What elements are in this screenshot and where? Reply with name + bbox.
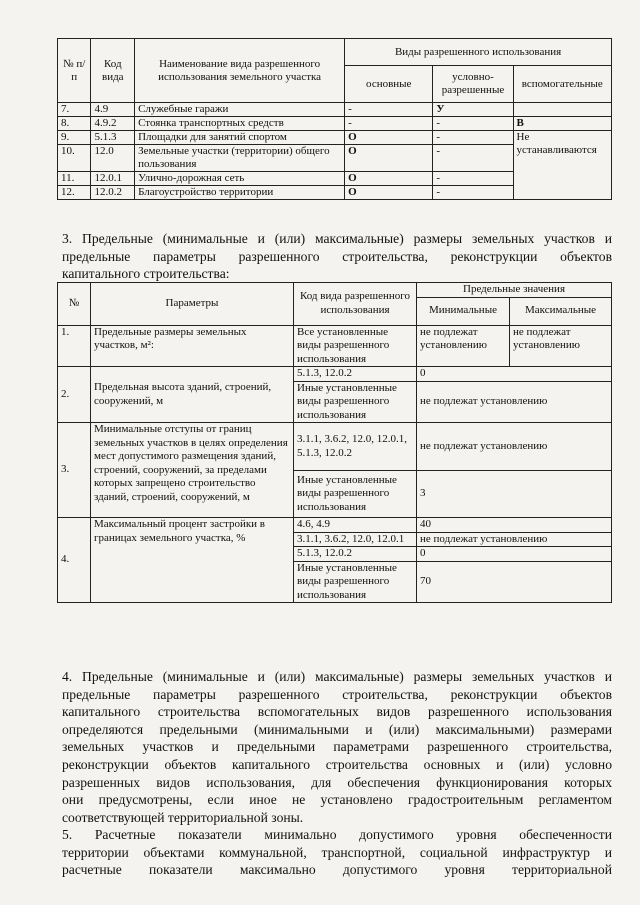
cell-value: не подлежат установлению [417,532,612,547]
permitted-use-table [57,38,612,200]
text-line: земельных участков и предельными параметрами разрешенного строительства, [62,739,612,755]
cell-value: 3 [417,471,612,518]
cell-value: не подлежат установлению [417,423,612,471]
cell-num: 2. [58,367,91,423]
cell-value: не подлежат установлению [417,381,612,423]
cell-code: 5.1.3, 12.0.2 [294,367,417,382]
cell-num: 3. [58,423,91,518]
cell-code: Иные установленные виды разрешенного использования [294,471,417,518]
section-3-heading [62,230,612,283]
cell-main: О [345,145,433,172]
cell-code: 3.1.1, 3.6.2, 12.0, 12.0.1, 5.1.3, 12.0.2 [294,423,417,471]
cell-main: - [345,117,433,131]
header-code: Код вида разрешенного использования [294,283,417,326]
cell-num: 11. [58,172,91,186]
table-row [58,117,612,131]
cell-param: Предельная высота зданий, строений, сооружений, м [91,367,294,423]
cell-aux [513,103,611,117]
header-code: Код вида [91,39,135,103]
cell-code: 12.0.1 [91,172,135,186]
cell-value: 40 [417,518,612,533]
cell-num: 8. [58,117,91,131]
table-row [58,367,612,382]
cell-num: 1. [58,325,91,367]
cell-aux-merged: Не устанавливаются [513,131,611,200]
section-4-paragraph [62,668,612,826]
cell-num: 4. [58,518,91,603]
cell-main: О [345,172,433,186]
cell-max: не подлежат установлению [510,325,612,367]
cell-cond: - [433,172,513,186]
text-line: они предусмотрены, если иное не установлено градостроительным регламентом [62,792,612,808]
cell-num: 7. [58,103,91,117]
table-row [58,325,612,367]
header-name: Наименование вида разрешенного использования земельного участка [135,39,345,103]
cell-cond: - [433,186,513,200]
text-line: капитального строительства: [62,266,230,282]
header-conditional: условно-разрешенные [433,66,513,103]
cell-code: 12.0.2 [91,186,135,200]
text-line: предельные параметры разрешенного строительства, реконструкции объектов [62,248,612,264]
cell-main: - [345,103,433,117]
cell-cond: У [433,103,513,117]
cell-num: 10. [58,145,91,172]
cell-name: Служебные гаражи [135,103,345,117]
cell-value: 0 [417,547,612,562]
cell-param: Максимальный процент застройки в границах земельного участка, % [91,518,294,603]
cell-code: 5.1.3 [91,131,135,145]
cell-cond: - [433,145,513,172]
cell-cond: - [433,117,513,131]
cell-code: 4.9.2 [91,117,135,131]
parameters-table [57,282,612,603]
cell-value: 0 [417,367,612,382]
cell-code: Иные установленные виды разрешенного использования [294,381,417,423]
header-num: № [58,283,91,326]
text-line: 3. Предельные (минимальные и (или) максимальные) размеры земельных участков и [62,231,612,246]
header-limits: Предельные значения [417,283,612,298]
cell-code: Иные установленные виды разрешенного использования [294,561,417,603]
header-params: Параметры [91,283,294,326]
cell-name: Стоянка транспортных средств [135,117,345,131]
cell-param: Предельные размеры земельных участков, м²: [91,325,294,367]
table-row [58,518,612,533]
text-line: разрешенных видов использования, для обеспечения функционирования которых [62,774,612,790]
text-line: территории объектами коммунальной, транспортной, социальной инфраструктур и [62,844,612,860]
text-line: реконструкции объектов капитального строительства основных и (или) условно [62,756,612,772]
section-5-paragraph [62,826,612,879]
cell-name: Улично-дорожная сеть [135,172,345,186]
text-line: 5. Расчетные показатели минимально допустимого уровня обеспеченности [62,827,612,842]
header-min: Минимальные [417,297,510,325]
cell-cond: - [433,131,513,145]
cell-aux: В [513,117,611,131]
text-line: капитального строительства вспомогательных видов разрешенного использования [62,704,612,720]
text-line: предельные параметры разрешенного строительства, реконструкции объектов [62,686,612,702]
cell-code: 12.0 [91,145,135,172]
header-max: Максимальные [510,297,612,325]
text-line: 4. Предельные (минимальные и (или) максимальные) размеры земельных участков и [62,669,612,684]
header-num: № п/п [58,39,91,103]
cell-num: 9. [58,131,91,145]
text-line: соответствующей территориальной зоны. [62,809,304,825]
header-types: Виды разрешенного использования [345,39,612,66]
table-row [58,103,612,117]
table-row [58,131,612,145]
cell-num: 12. [58,186,91,200]
cell-main: О [345,186,433,200]
cell-value: 70 [417,561,612,603]
cell-code: 4.9 [91,103,135,117]
table-row [58,423,612,471]
cell-code: 5.1.3, 12.0.2 [294,547,417,562]
cell-param: Минимальные отступы от границ земельных участков в целях определения мест допустимого размещения зданий, строений, сооружений, за пределами которых запрещено строительство зданий, строений, сооружений, м [91,423,294,518]
cell-name: Благоустройство территории [135,186,345,200]
cell-code: 3.1.1, 3.6.2, 12.0, 12.0.1 [294,532,417,547]
cell-code: Все установленные виды разрешенного использования [294,325,417,367]
text-line: расчетные показатели максимально допустимого уровня территориальной [62,862,612,878]
cell-code: 4.6, 4.9 [294,518,417,533]
header-main: основные [345,66,433,103]
text-line: определяются предельными (минимальными и (или) максимальными) размерами [62,721,612,737]
cell-min: не подлежат установлению [417,325,510,367]
cell-main: О [345,131,433,145]
cell-name: Земельные участки (территории) общего пользования [135,145,345,172]
cell-name: Площадки для занятий спортом [135,131,345,145]
header-auxiliary: вспомогательные [513,66,611,103]
